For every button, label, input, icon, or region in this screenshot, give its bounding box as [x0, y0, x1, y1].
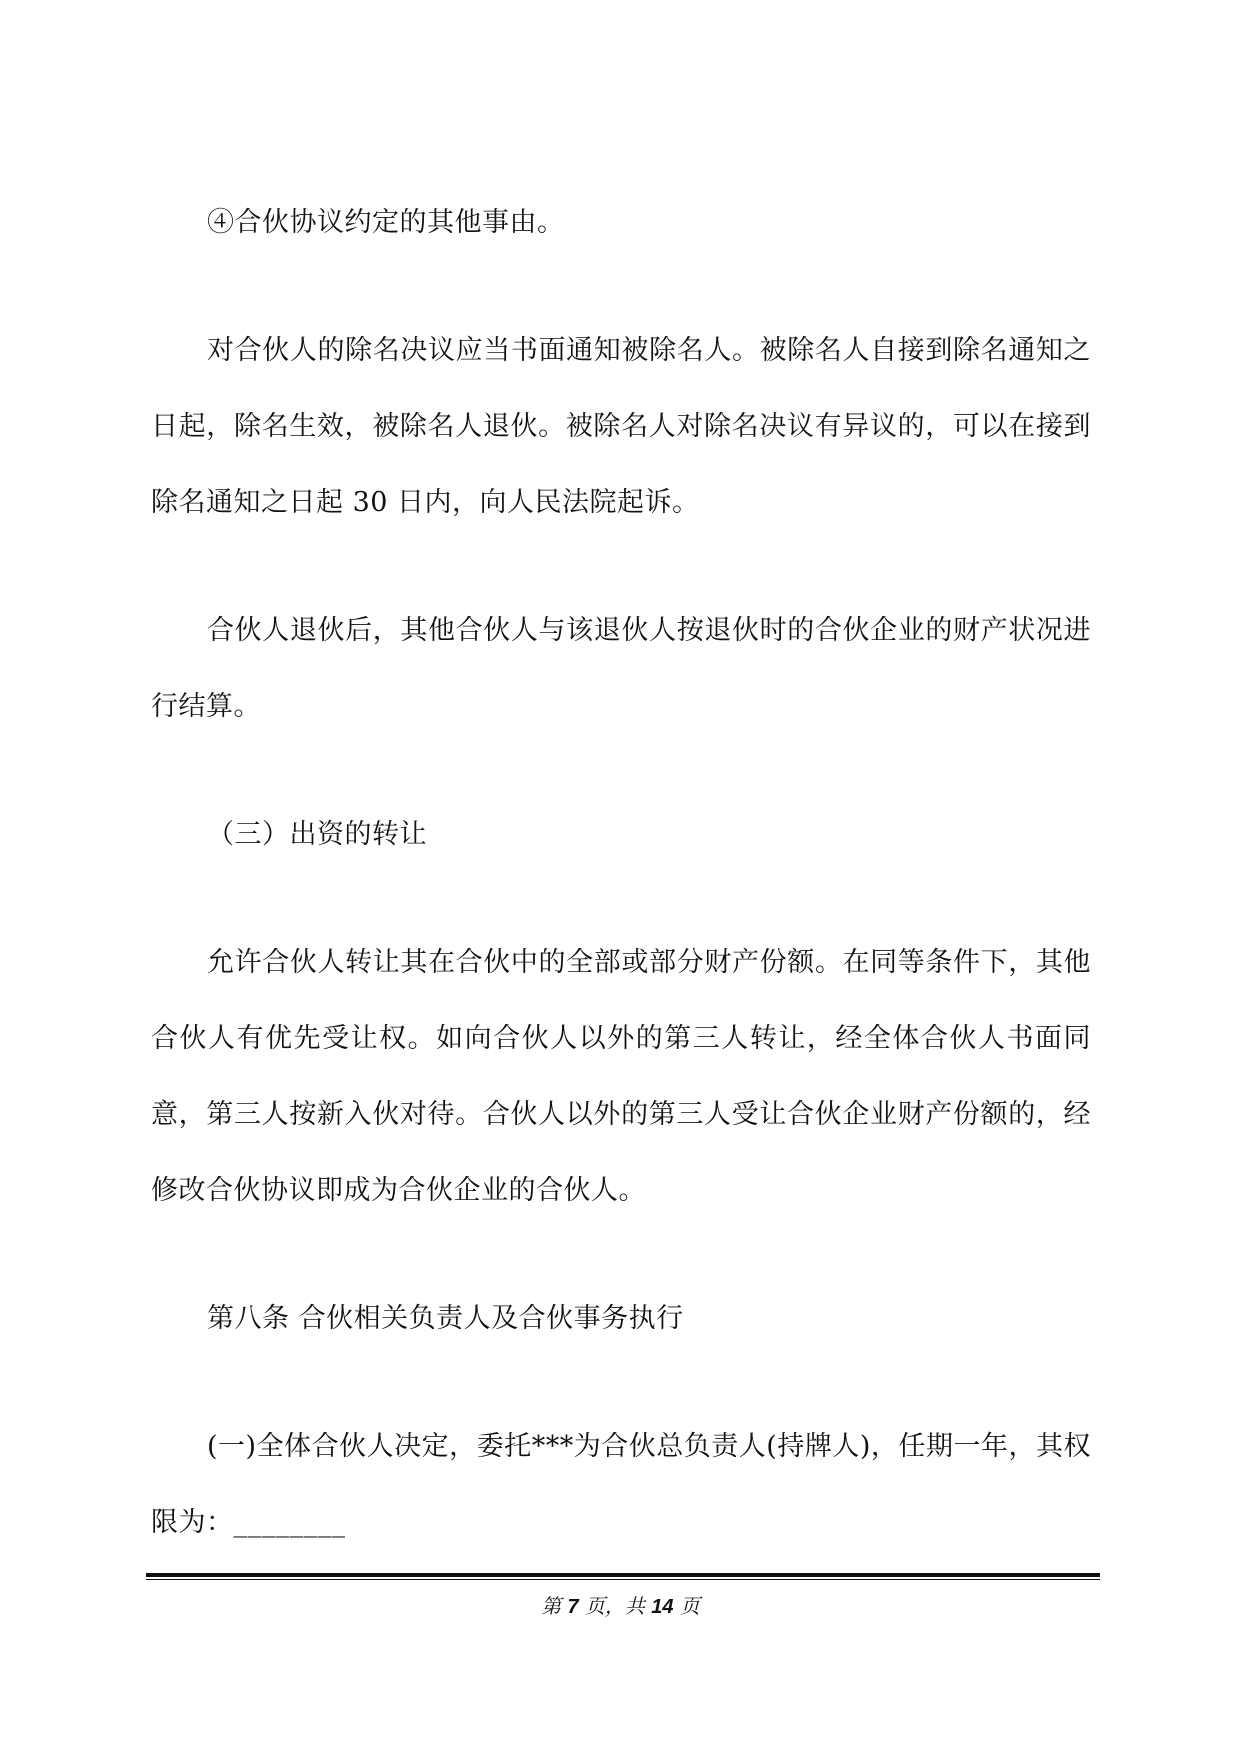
document-body: [151, 185, 1091, 1613]
footer-prefix: 第: [541, 1594, 562, 1618]
footer-middle: 页，共: [584, 1594, 645, 1618]
footer-suffix: 页: [679, 1594, 700, 1618]
paragraph-settlement: 合伙人退伙后，其他合伙人与该退伙人按退伙时的合伙企业的财产状况进行结算。: [151, 615, 1091, 722]
section-heading-transfer: （三）出资的转让: [207, 819, 427, 850]
article-heading-eight: 第八条 合伙相关负责人及合伙事务执行: [207, 1303, 684, 1334]
paragraph-removal-notice: 对合伙人的除名决议应当书面通知被除名人。被除名人自接到除名通知之日起，除名生效，被除名人退伙。被除名人对除名决议有异议的，可以在接到除名通知之日起 30 日内，向人民法院起诉。: [151, 335, 1091, 518]
paragraph-transfer-rules: 允许合伙人转让其在合伙中的全部或部分财产份额。在同等条件下，其他合伙人有优先受让权。如向合伙人以外的第三人转让，经全体合伙人书面同意，第三人按新入伙对待。合伙人以外的第三人受让合伙企业财产份额的，经修改合伙协议即成为合伙企业的合伙人。: [151, 947, 1091, 1206]
page-footer: [0, 1590, 1241, 1619]
footer-current-page: 7: [567, 1596, 579, 1618]
footer-divider-thin: [146, 1579, 1100, 1580]
footer-divider-thick: [146, 1573, 1100, 1577]
paragraph-other-reasons: ④合伙协议约定的其他事由。: [207, 207, 565, 238]
footer-total-pages: 14: [651, 1596, 674, 1618]
paragraph-general-manager: (一)全体合伙人决定，委托***为合伙总负责人(持牌人)，任期一年，其权限为：________: [151, 1431, 1091, 1538]
